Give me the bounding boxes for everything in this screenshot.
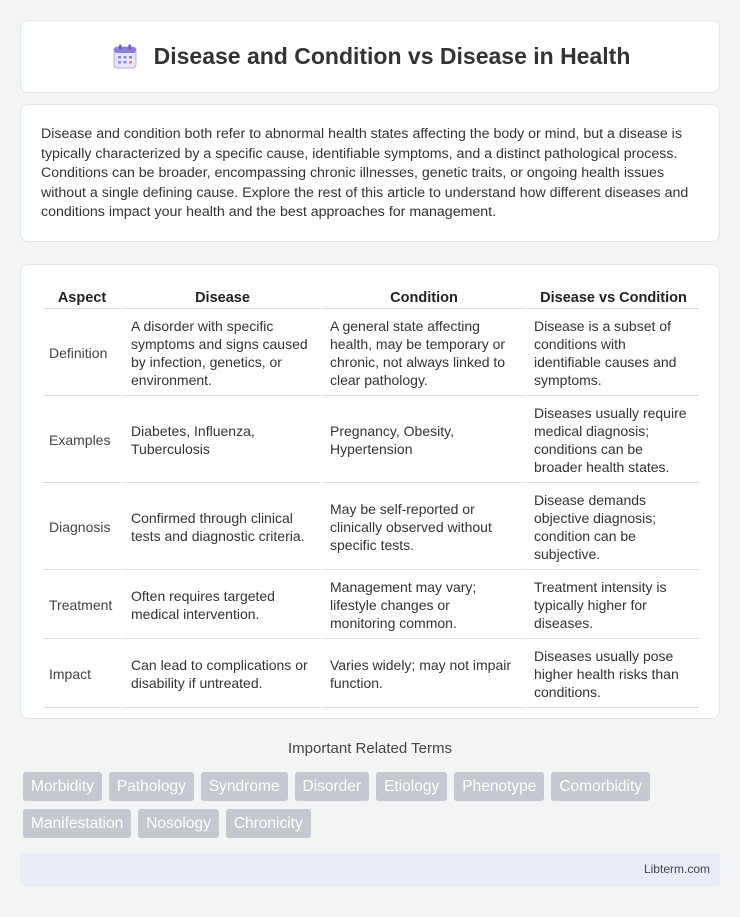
term-tag[interactable]: Disorder (295, 772, 370, 801)
header-aspect: Aspect (43, 283, 121, 309)
row-comparison: Disease demands objective diagnosis; condition can be subjective. (524, 483, 699, 570)
row-condition: A general state affecting health, may be temporary or chronic, not always linked to clear pathology. (320, 309, 524, 396)
term-tag[interactable]: Manifestation (23, 809, 131, 838)
row-disease: Can lead to complications or disability if untreated. (121, 639, 320, 708)
row-condition: Varies widely; may not impair function. (320, 639, 524, 708)
term-tag[interactable]: Pathology (109, 772, 194, 801)
row-comparison: Treatment intensity is typically higher for diseases. (524, 570, 699, 639)
row-disease: Confirmed through clinical tests and diagnostic criteria. (121, 483, 320, 570)
term-tag[interactable]: Comorbidity (551, 772, 650, 801)
term-tag[interactable]: Phenotype (454, 772, 544, 801)
table-header-row (43, 283, 699, 309)
row-comparison: Diseases usually require medical diagnosis; conditions can be broader health states. (524, 396, 699, 483)
term-tag[interactable]: Chronicity (226, 809, 311, 838)
row-aspect: Examples (43, 396, 121, 483)
calendar-icon (110, 42, 140, 72)
table-row (43, 483, 699, 570)
term-tag[interactable]: Etiology (376, 772, 447, 801)
comparison-table-card (20, 264, 720, 719)
table-row (43, 396, 699, 483)
footer-site-link[interactable]: Libterm.com (643, 862, 710, 876)
table-row (43, 570, 699, 639)
row-disease: A disorder with specific symptoms and signs caused by infection, genetics, or environment. (121, 309, 320, 396)
intro-text: Disease and condition both refer to abnormal health states affecting the body or mind, but a disease is typically characterized by a specific cause, identifiable symptoms, and a distinct pathological process. Conditions can be broader, encompassing chronic illnesses, genetic traits, or ongoing health issues without a single defining cause. Explore the rest of this article to understand how different diseases and conditions impact your health and the best approaches for management. (41, 126, 689, 221)
row-aspect: Treatment (43, 570, 121, 639)
row-comparison: Diseases usually pose higher health risks than conditions. (524, 639, 699, 708)
term-tag[interactable]: Nosology (138, 809, 219, 838)
comparison-table (43, 283, 699, 708)
row-condition: Pregnancy, Obesity, Hypertension (320, 396, 524, 483)
related-terms-list (23, 772, 713, 838)
page-title: Disease and Condition vs Disease in Health (153, 43, 631, 69)
row-disease: Often requires targeted medical intervention. (121, 570, 320, 639)
row-condition: Management may vary; lifestyle changes or monitoring common. (320, 570, 524, 639)
intro-card (20, 104, 720, 242)
term-tag[interactable]: Morbidity (23, 772, 102, 801)
footer (20, 853, 720, 886)
row-disease: Diabetes, Influenza, Tuberculosis (121, 396, 320, 483)
header-disease: Disease (121, 283, 320, 309)
table-row (43, 639, 699, 708)
term-tag[interactable]: Syndrome (201, 772, 288, 801)
row-comparison: Disease is a subset of conditions with identifiable causes and symptoms. (524, 309, 699, 396)
header-disease-vs-condition: Disease vs Condition (524, 283, 699, 309)
table-row (43, 309, 699, 396)
related-terms-title: Important Related Terms (288, 740, 452, 757)
header-card (20, 20, 720, 93)
row-aspect: Diagnosis (43, 483, 121, 570)
row-condition: May be self-reported or clinically observed without specific tests. (320, 483, 524, 570)
row-aspect: Definition (43, 309, 121, 396)
header-condition: Condition (320, 283, 524, 309)
row-aspect: Impact (43, 639, 121, 708)
